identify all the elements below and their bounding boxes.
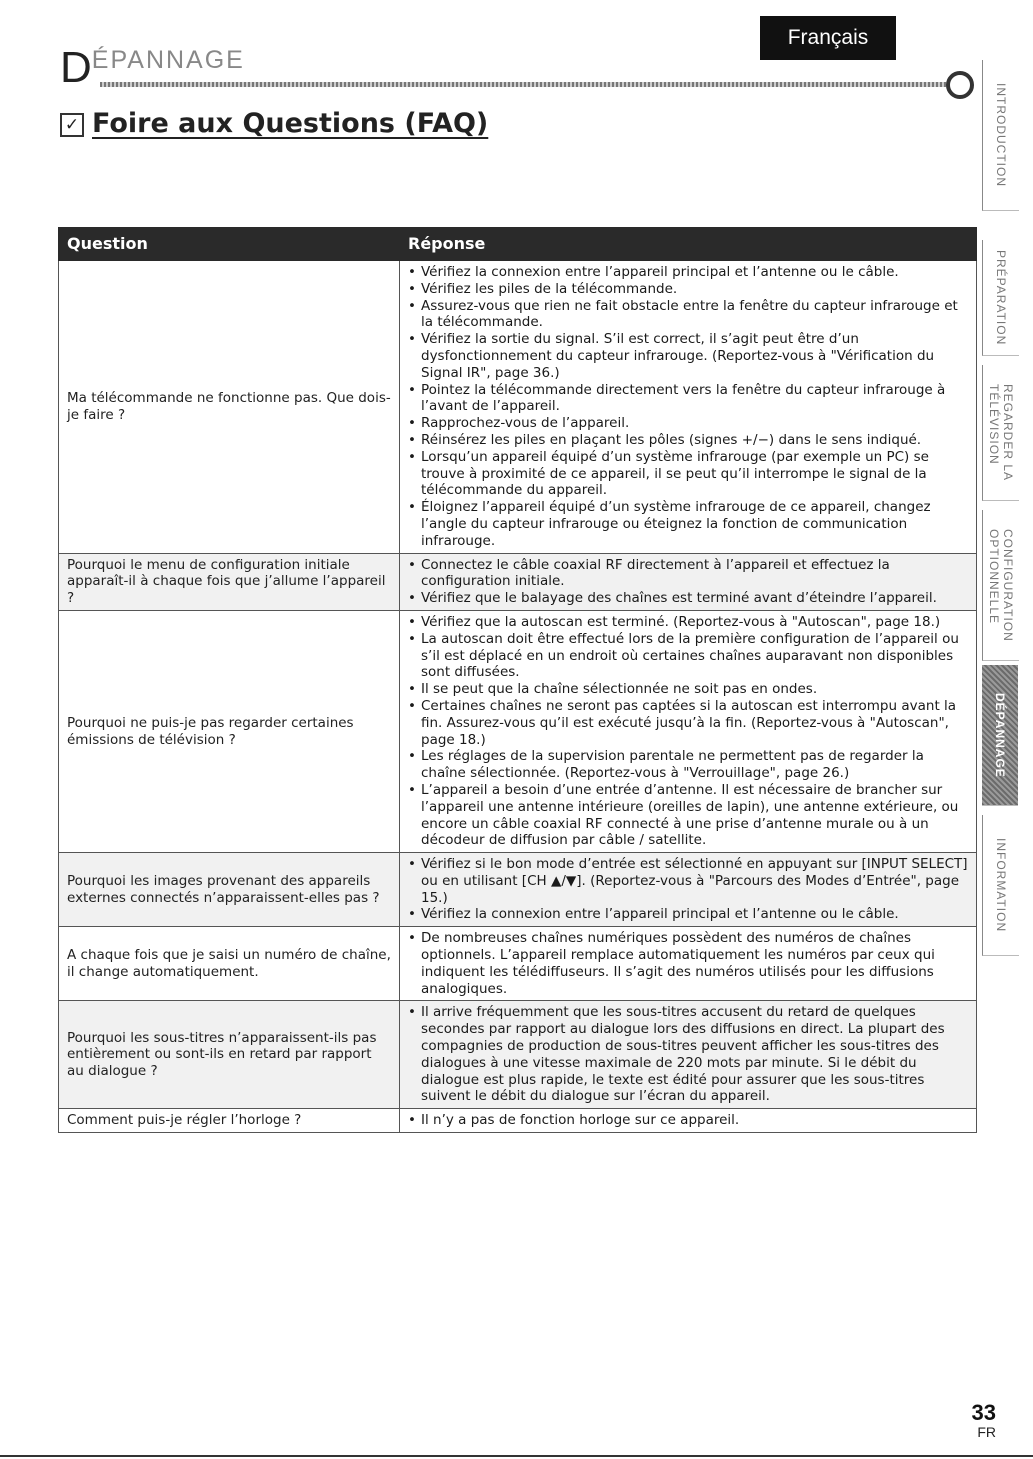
- table-row: [59, 553, 977, 610]
- side-tab-information[interactable]: [982, 815, 1019, 956]
- answer-item: • Vérifiez que la autoscan est terminé. (Reportez-vous à "Autoscan", page 18.): [408, 614, 968, 631]
- answer-list: [408, 557, 968, 607]
- bottom-rule: [0, 1455, 1033, 1457]
- side-tab-label: REGARDER LA TÉLÉVISION: [987, 383, 1015, 482]
- answer-item: • Il arrive fréquemment que les sous-titres accusent du retard de quelques secondes par rapport au dialogue lors des diffusions en direct. La plupart des compagnies de production de sous-titres peuvent afficher les sous-titres des dialogues à une vitesse maximale de 220 mots par minute. Si le débit du dialogue est plus rapide, le texte est édité pour assurer que les sous-titres suivent le débit du dialogue sur l’écran du appareil.: [408, 1004, 968, 1105]
- table-header-row: [59, 228, 977, 261]
- table-row: [59, 261, 977, 554]
- table-row: [59, 927, 977, 1001]
- page-number: 33: [971, 1400, 996, 1425]
- faq-table: [58, 227, 977, 1133]
- page-language: FR: [977, 1424, 996, 1440]
- side-tab-label: CONFIGURATION OPTIONNELLE: [987, 528, 1015, 642]
- question-cell: A chaque fois que je saisi un numéro de chaîne, il change automatiquement.: [59, 927, 400, 1001]
- answer-item: • La autoscan doit être effectué lors de la première configuration de l’appareil ou s’il est déplacé en un endroit où certaines chaînes auparavant non disponibles sont diffusées.: [408, 631, 968, 681]
- answer-item: • Vérifiez que le balayage des chaînes est terminé avant d’éteindre l’appareil.: [408, 590, 968, 607]
- table-row: [59, 610, 977, 852]
- answer-item: • Vérifiez la connexion entre l’appareil principal et l’antenne ou le câble.: [408, 906, 968, 923]
- question-cell: Pourquoi les sous-titres n’apparaissent-ils pas entièrement ou sont-ils en retard par rapport au dialogue ?: [59, 1001, 400, 1109]
- answer-item: • Éloignez l’appareil équipé d’un système infrarouge de ce appareil, changez l’angle du capteur infrarouge ou éteignez la fonction de communication infrarouge.: [408, 499, 968, 549]
- answer-item: • De nombreuses chaînes numériques possèdent des numéros de chaînes optionnels. L’appareil remplace automatiquement les numéros par ceux qui indiquent les télédiffuseurs. Il s’agit des numéros utilisés pour les diffusions analogiques.: [408, 930, 968, 997]
- checkbox-icon: ✓: [60, 113, 84, 137]
- table-row: [59, 1001, 977, 1109]
- question-cell: Pourquoi le menu de configuration initiale apparaît-il à chaque fois que j’allume l’appareil ?: [59, 553, 400, 610]
- answer-cell: [400, 853, 977, 927]
- answer-item: • Vérifiez la sortie du signal. S’il est correct, il s’agit peut être d’un dysfonctionnement du capteur infrarouge. (Reportez-vous à "Vérification du Signal IR", page 36.): [408, 331, 968, 381]
- answer-cell: [400, 261, 977, 554]
- side-tab-label: DÉPANNAGE: [993, 692, 1007, 778]
- answer-list: [408, 930, 968, 997]
- answer-item: • Lorsqu’un appareil équipé d’un système infrarouge (par exemple un PC) se trouve à proximité de ce appareil, il se peut qu’il interrompe le signal de la télécommande du appareil.: [408, 449, 968, 499]
- side-tab-depannage[interactable]: [982, 665, 1018, 806]
- answer-cell: [400, 1109, 977, 1133]
- question-cell: Comment puis-je régler l’horloge ?: [59, 1109, 400, 1133]
- side-tab-preparation[interactable]: [982, 240, 1019, 356]
- faq-title-text: Foire aux Questions (FAQ): [92, 108, 489, 139]
- answer-item: • Pointez la télécommande directement vers la fenêtre du capteur infrarouge à l’avant de l’appareil.: [408, 382, 968, 416]
- side-tab-introduction[interactable]: [982, 60, 1019, 211]
- table-row: [59, 1109, 977, 1133]
- question-header: Question: [59, 228, 400, 261]
- answer-header: Réponse: [400, 228, 977, 261]
- answer-cell: [400, 927, 977, 1001]
- faq-title: [60, 108, 488, 139]
- answer-item: • Il n’y a pas de fonction horloge sur ce appareil.: [408, 1112, 968, 1129]
- answer-list: [408, 1112, 968, 1129]
- answer-cell: [400, 1001, 977, 1109]
- answer-list: [408, 856, 968, 923]
- table-row: [59, 853, 977, 927]
- title-rule: [100, 82, 948, 87]
- answer-item: • Vérifiez la connexion entre l’appareil principal et l’antenne ou le câble.: [408, 264, 968, 281]
- question-cell: Pourquoi les images provenant des appareils externes connectés n’apparaissent-elles pas ?: [59, 853, 400, 927]
- side-tab-label: PRÉPARATION: [994, 249, 1008, 346]
- question-cell: Pourquoi ne puis-je pas regarder certaines émissions de télévision ?: [59, 610, 400, 852]
- answer-item: • Réinsérez les piles en plaçant les pôles (signes +/−) dans le sens indiqué.: [408, 432, 968, 449]
- side-tab-regarder-la-television[interactable]: [982, 365, 1019, 501]
- side-tab-label: INTRODUCTION: [994, 83, 1008, 187]
- section-title-initial: D: [60, 43, 92, 92]
- answer-item: • Les réglages de la supervision parentale ne permettent pas de regarder la chaîne sélectionnée. (Reportez-vous à "Verrouillage", page 26.): [408, 748, 968, 782]
- answer-item: • Rapprochez-vous de l’appareil.: [408, 415, 968, 432]
- answer-cell: [400, 553, 977, 610]
- answer-item: • Certaines chaînes ne seront pas captées si la autoscan est interrompu avant la fin. Assurez-vous qu’il est exécuté jusqu’à la fin. (Reportez-vous à "Autoscan", page 18.): [408, 698, 968, 748]
- side-tab-configuration-optionnelle[interactable]: [982, 510, 1019, 661]
- answer-list: [408, 1004, 968, 1105]
- answer-item: • Assurez-vous que rien ne fait obstacle entre la fenêtre du capteur infrarouge et la télécommande.: [408, 298, 968, 332]
- answer-item: • Connectez le câble coaxial RF directement à l’appareil et effectuez la configuration initiale.: [408, 557, 968, 591]
- language-tab: Français: [760, 16, 896, 60]
- section-title-rest: ÉPANNAGE: [91, 46, 245, 74]
- answer-item: • L’appareil a besoin d’une entrée d’antenne. Il est nécessaire de brancher sur l’appareil une antenne intérieure (oreilles de lapin), une antenne extérieure, ou encore un câble coaxial RF connecté à une prise d’antenne murale ou à un décodeur de diffusion par câble / satellite.: [408, 782, 968, 849]
- question-cell: Ma télécommande ne fonctionne pas. Que dois-je faire ?: [59, 261, 400, 554]
- answer-list: [408, 264, 968, 550]
- answer-list: [408, 614, 968, 849]
- answer-cell: [400, 610, 977, 852]
- title-ring-icon: [946, 71, 974, 99]
- answer-item: • Vérifiez si le bon mode d’entrée est sélectionné en appuyant sur [INPUT SELECT] ou en utilisant [CH ▲/▼]. (Reportez-vous à "Parcours des Modes d’Entrée", page 15.): [408, 856, 968, 906]
- answer-item: • Vérifiez les piles de la télécommande.: [408, 281, 968, 298]
- answer-item: • Il se peut que la chaîne sélectionnée ne soit pas en ondes.: [408, 681, 968, 698]
- side-tab-label: INFORMATION: [994, 837, 1008, 933]
